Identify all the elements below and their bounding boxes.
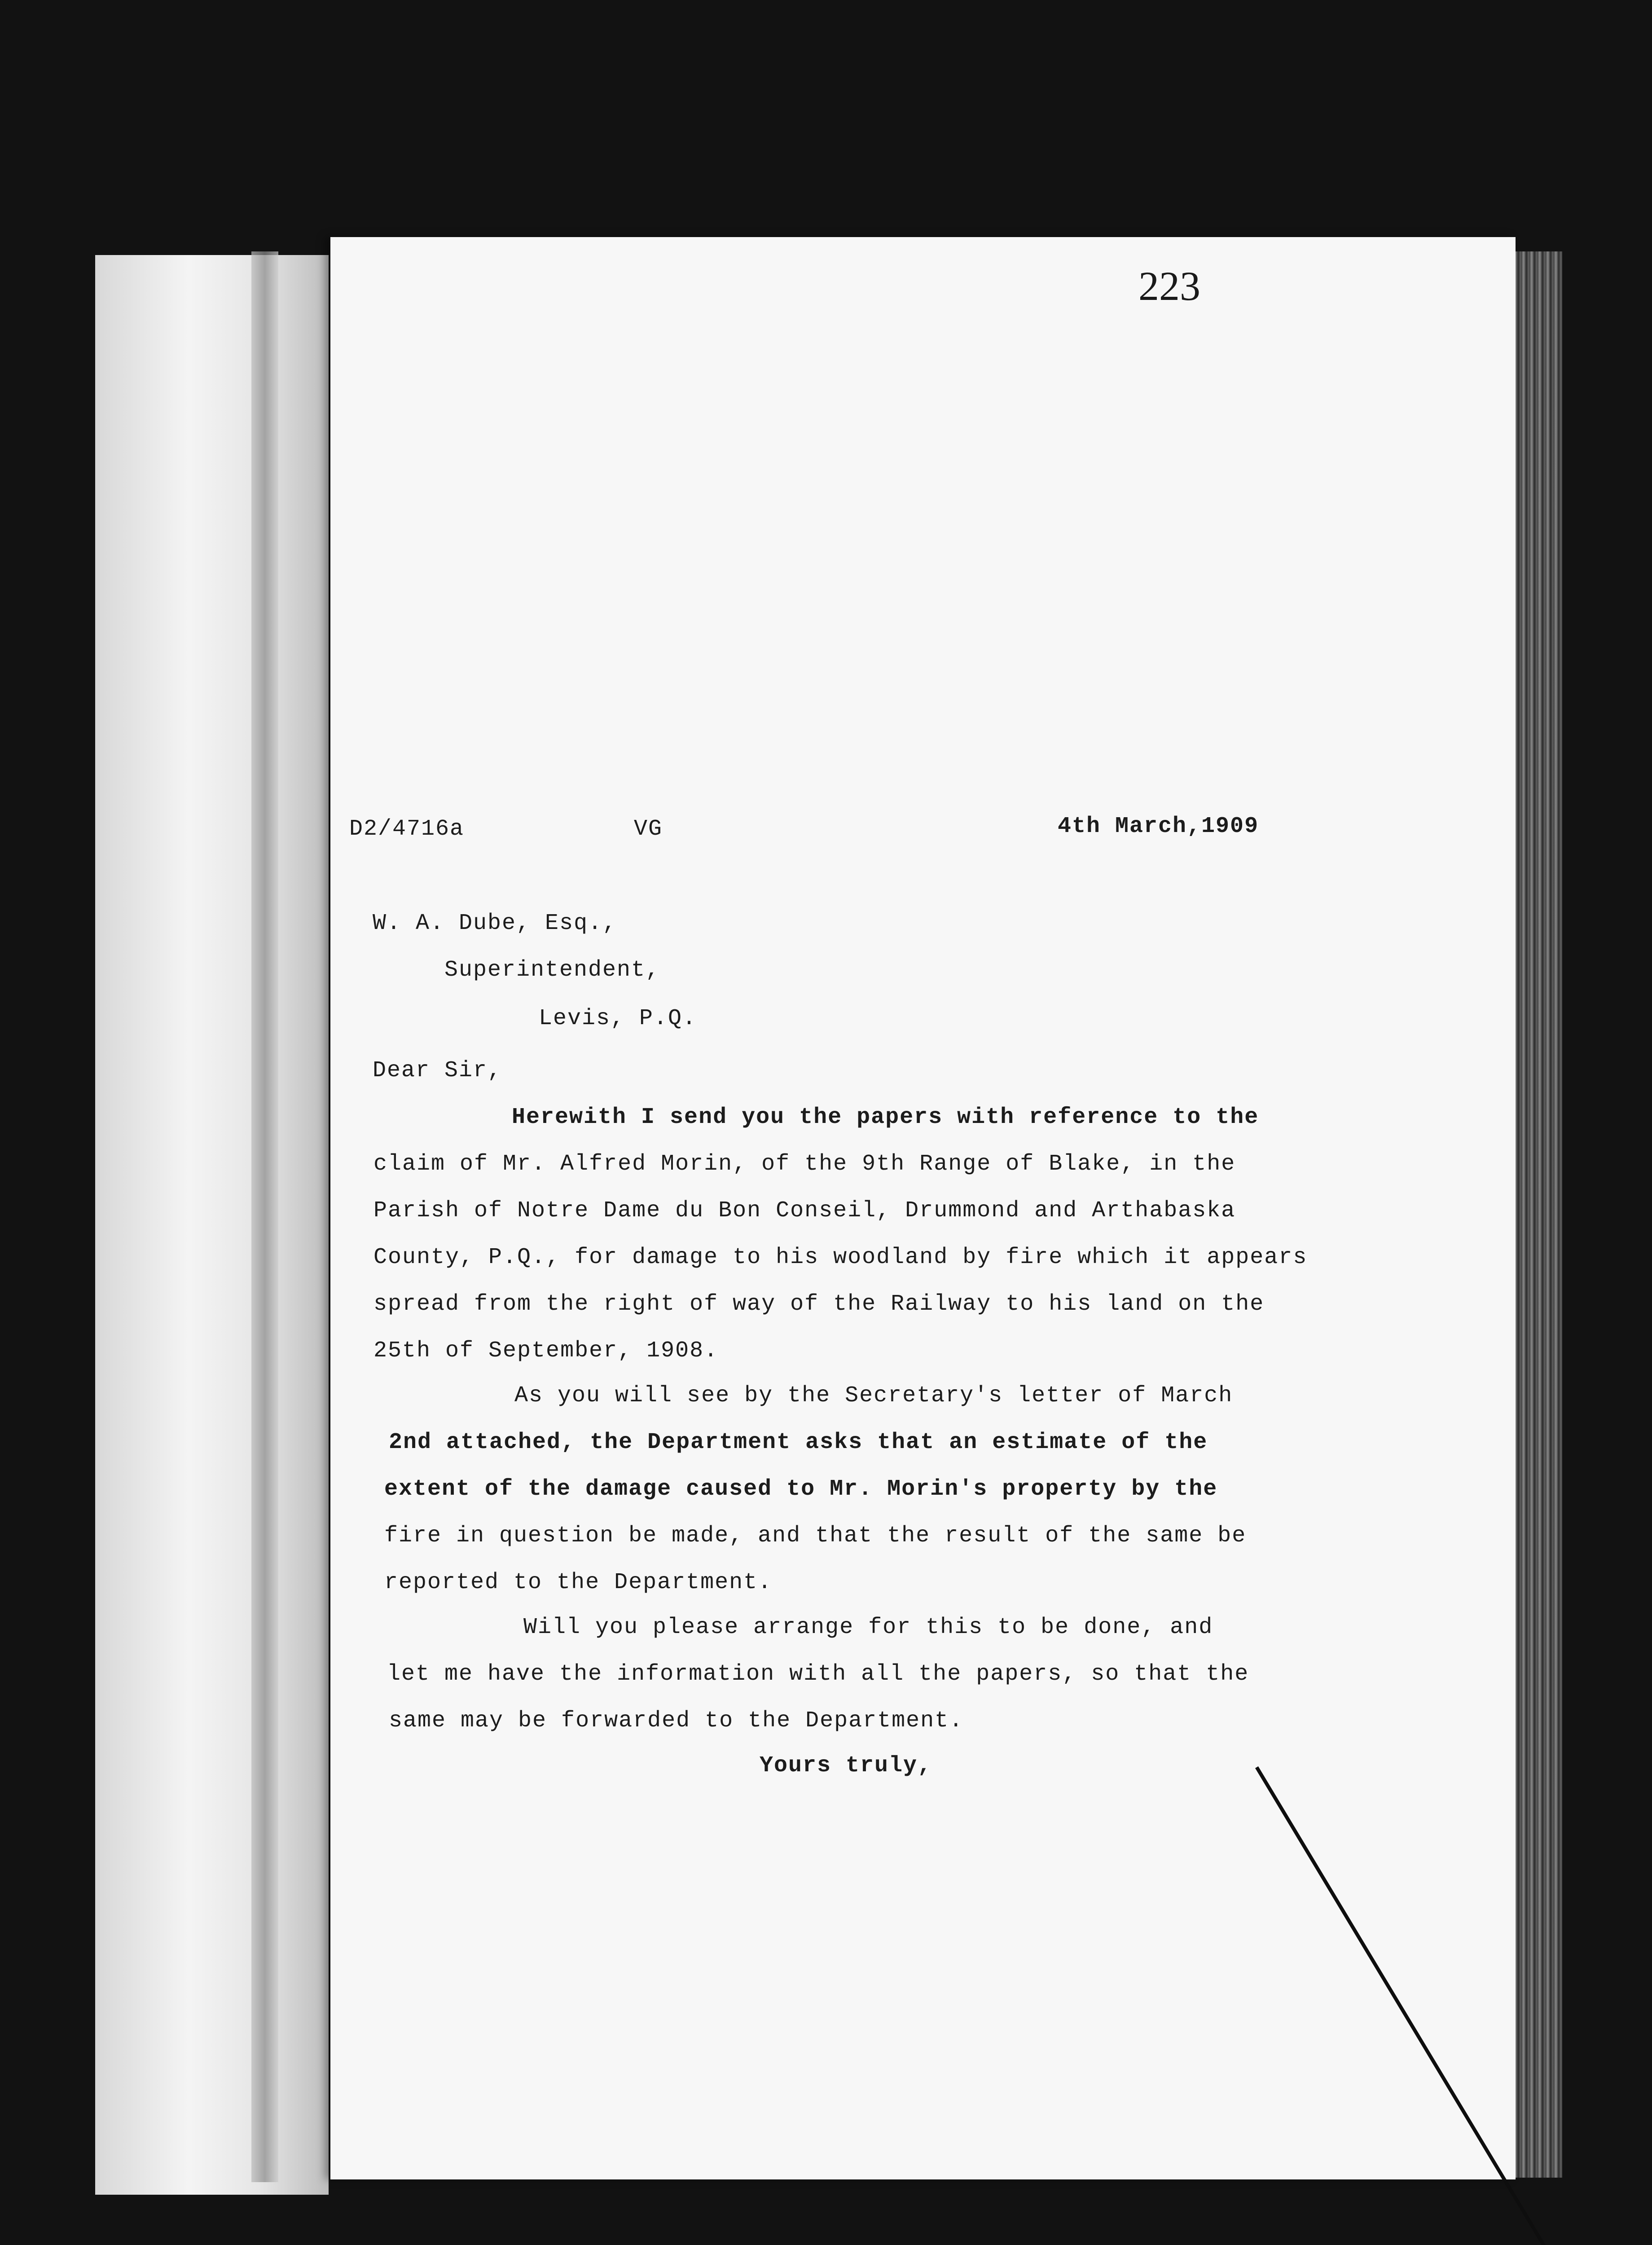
binding-shadow <box>251 251 278 2182</box>
body-line: same may be forwarded to the Department. <box>389 1708 964 1734</box>
letter-page <box>330 237 1516 2179</box>
body-line: let me have the information with all the papers, so that the <box>387 1661 1249 1687</box>
body-line: Parish of Notre Dame du Bon Conseil, Drummond and Arthabaska <box>373 1198 1236 1224</box>
body-line: 2nd attached, the Department asks that an estimate of the <box>389 1430 1208 1455</box>
file-reference: D2/4716a <box>349 816 465 842</box>
salutation: Dear Sir, <box>373 1058 502 1083</box>
letter-date: 4th March,1909 <box>1058 814 1259 839</box>
body-line: Herewith I send you the papers with reference to the <box>512 1105 1259 1130</box>
addressee-name: W. A. Dube, Esq., <box>373 911 617 936</box>
body-line: extent of the damage caused to Mr. Morin's property by the <box>384 1476 1218 1502</box>
addressee-title: Superintendent, <box>444 957 660 983</box>
folio-number: 223 <box>1138 263 1200 309</box>
body-line: County, P.Q., for damage to his woodland by fire which it appears <box>373 1245 1308 1270</box>
body-line: As you will see by the Secretary's letter of March <box>514 1383 1233 1409</box>
closing: Yours truly, <box>760 1753 932 1778</box>
body-line: fire in question be made, and that the result of the same be <box>384 1523 1247 1549</box>
bound-pages-left-edge <box>95 255 329 2195</box>
body-line: claim of Mr. Alfred Morin, of the 9th Range of Blake, in the <box>373 1151 1236 1177</box>
typist-initials: VG <box>634 816 663 842</box>
body-line: spread from the right of way of the Railway to his land on the <box>373 1291 1265 1317</box>
page-stack-right-edge <box>1513 251 1562 2178</box>
body-line: reported to the Department. <box>384 1570 773 1595</box>
body-line: Will you please arrange for this to be done, and <box>523 1615 1213 1640</box>
addressee-place: Levis, P.Q. <box>539 1006 697 1031</box>
body-line: 25th of September, 1908. <box>373 1338 719 1364</box>
